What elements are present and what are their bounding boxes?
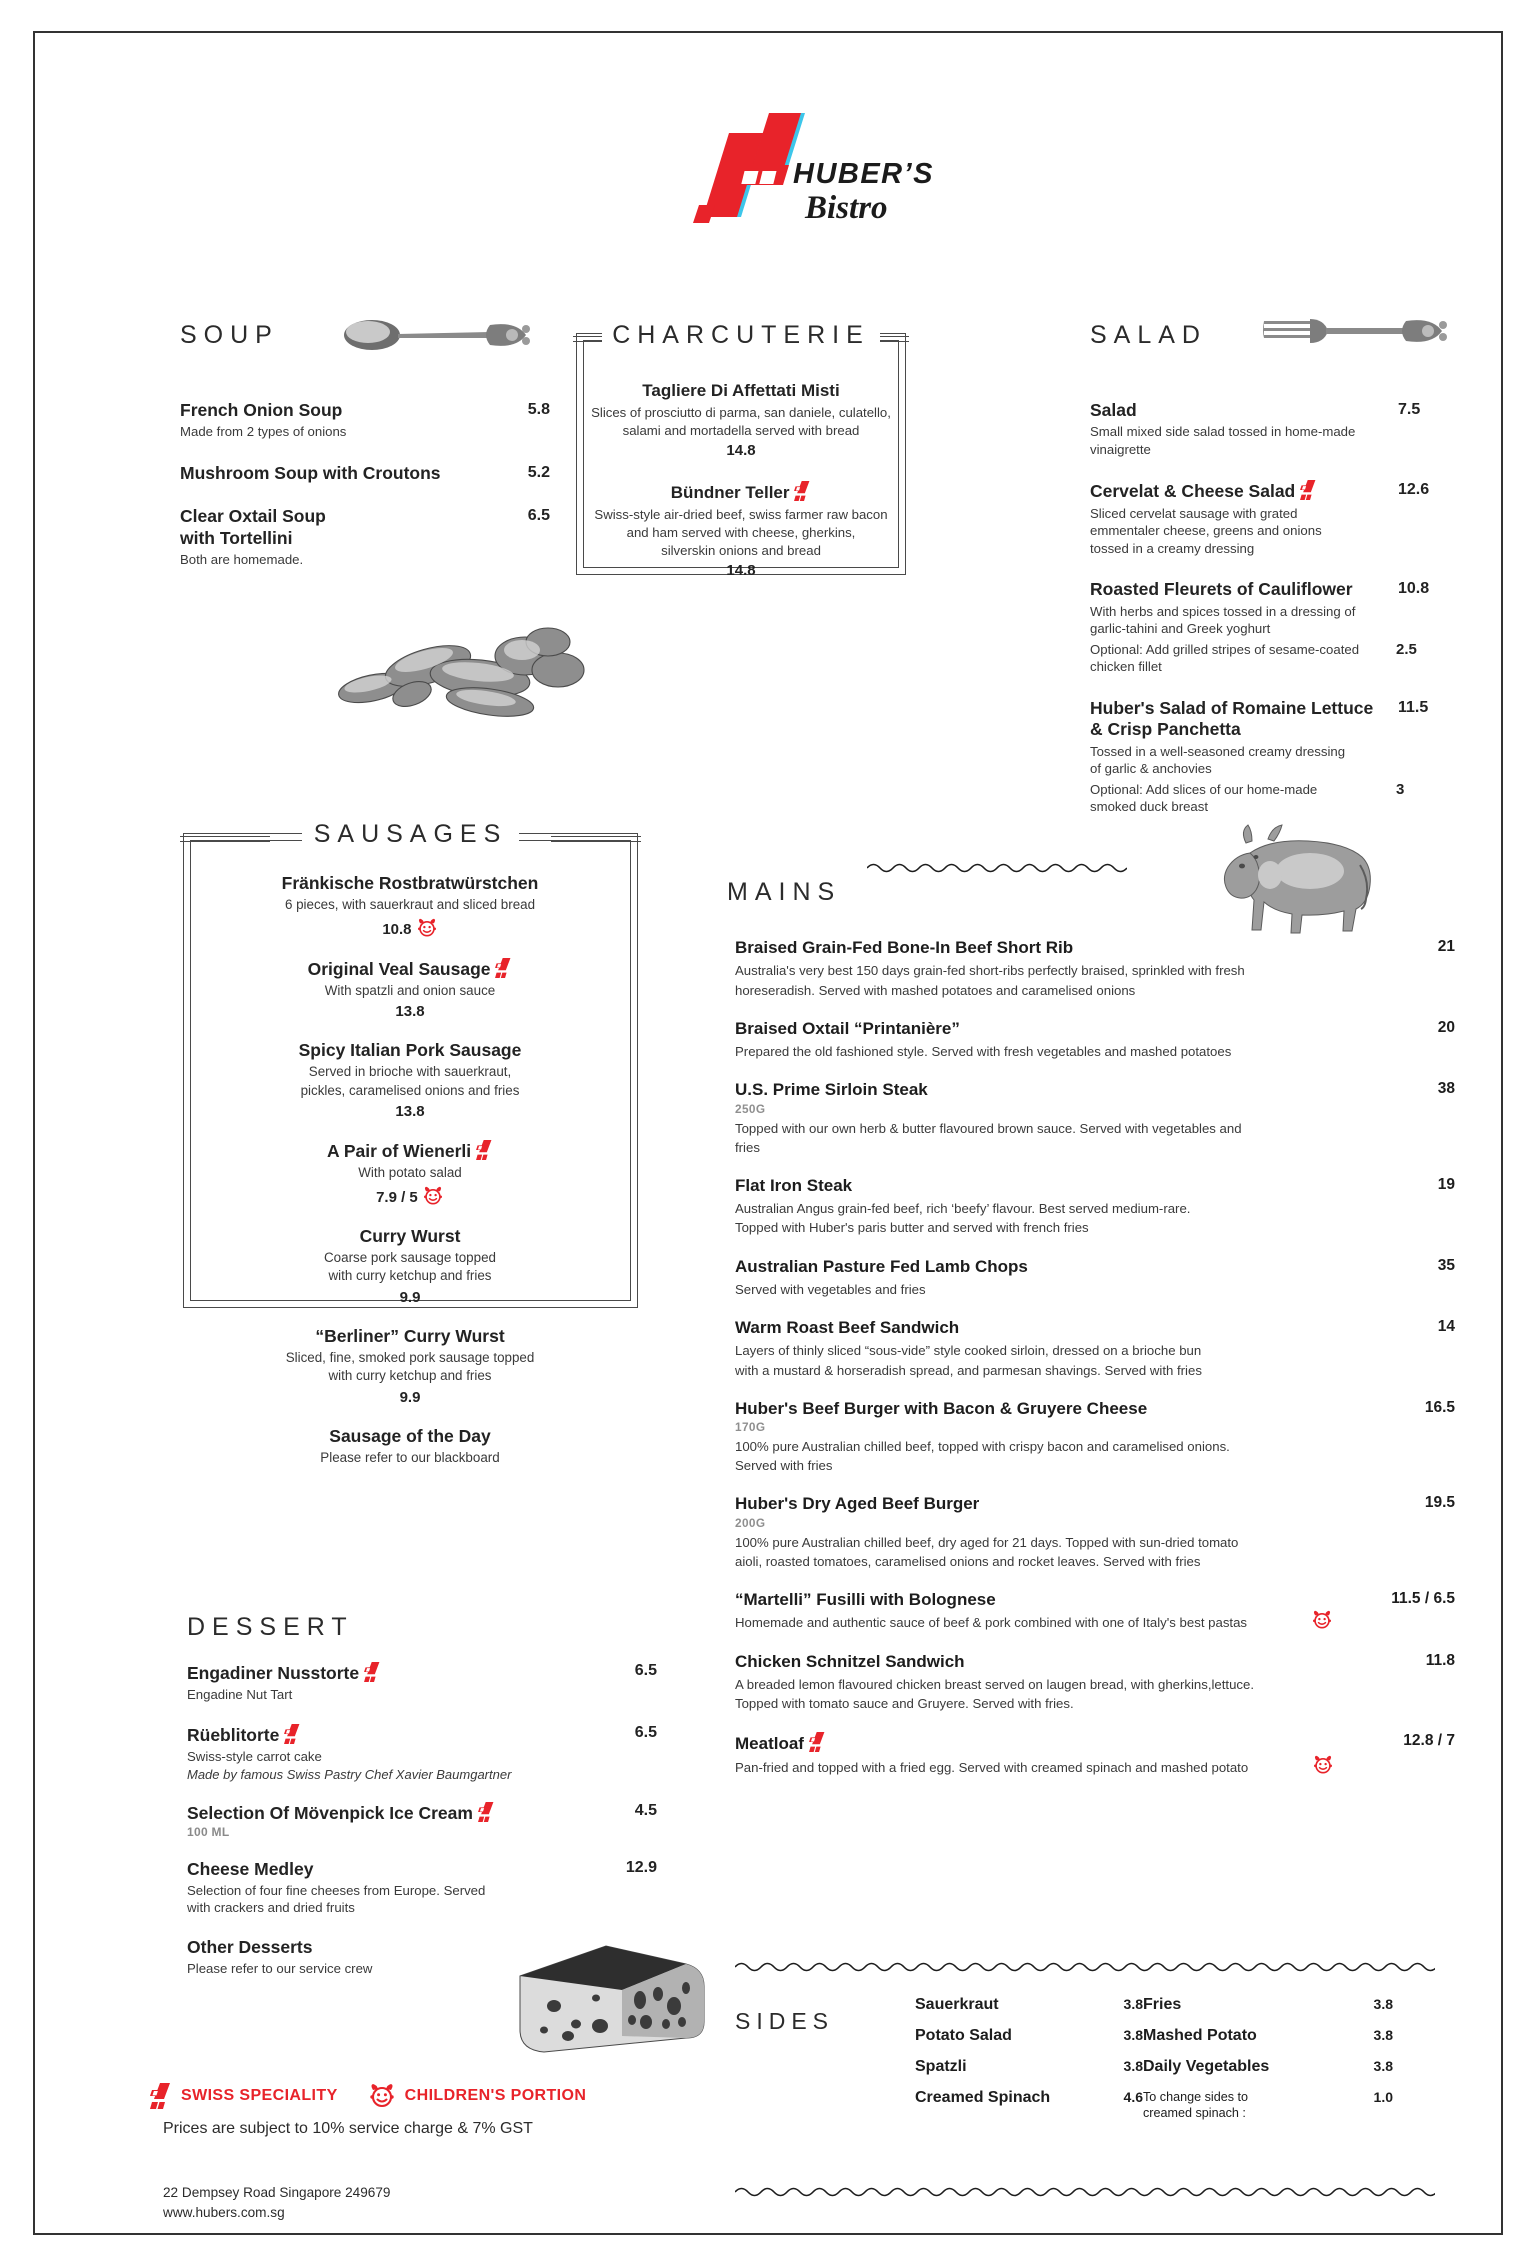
item-price: 11.8 [1425, 1651, 1455, 1669]
item-name: Spicy Italian Pork Sausage [298, 1040, 522, 1060]
item-price: 20 [1437, 1018, 1455, 1036]
side-price: 3.8 [1123, 1996, 1143, 2012]
charcuterie-item [591, 381, 891, 459]
item-name: Other Desserts [187, 1937, 313, 1958]
item-name: Braised Oxtail “Printanière” [735, 1018, 960, 1038]
swiss-speciality-icon [809, 1732, 826, 1752]
item-description: A breaded lemon flavoured chicken breast served on laugen bread, with gherkins,lettuce. Topped with tomato sauce and Gruyere. Served with fries. [735, 1677, 1255, 1712]
side-price: 1.0 [1373, 2089, 1393, 2105]
item-optional [1090, 641, 1450, 676]
swiss-speciality-icon [364, 1662, 381, 1682]
item-price: 14.8 [726, 561, 756, 579]
legend [150, 2083, 586, 2109]
item-name: Salad [1090, 400, 1137, 420]
legend-kids-label: CHILDREN'S PORTION [404, 2087, 587, 2104]
item-name: Warm Roast Beef Sandwich [735, 1318, 960, 1338]
item-price: 35 [1437, 1256, 1455, 1274]
footer-address [163, 2183, 390, 2222]
salad-section [1090, 321, 1450, 816]
item-description: Tossed in a well-seasoned creamy dressing of garlic & anchovies [1090, 743, 1346, 777]
item-name: Chicken Schnitzel Sandwich [735, 1651, 965, 1671]
item-price: 7.9 / 5 [210, 1186, 610, 1206]
dessert-item [187, 1802, 657, 1839]
item-description: Swiss-style air-dried beef, swiss farmer raw bacon and ham served with cheese, gherkins, silverskin onions and bread [594, 506, 888, 558]
childrens-portion-icon [1311, 1610, 1333, 1630]
wave-divider-mains [867, 859, 1127, 877]
item-name: Mushroom Soup with Croutons [180, 462, 441, 483]
soup-item [180, 506, 550, 568]
item-price: 7.5 [1398, 401, 1421, 418]
soup-heading: SOUP [180, 321, 279, 349]
sides-heading: SIDES [735, 2008, 835, 2034]
soup-item-list [180, 400, 550, 568]
item-price: 4.5 [634, 1801, 657, 1819]
item-price: 14.8 [726, 441, 756, 459]
side-name: Sauerkraut [915, 1996, 999, 2013]
item-name: Cheese Medley [187, 1858, 314, 1879]
item-description: Homemade and authentic sauce of beef & pork combined with one of Italy's best pastas [735, 1615, 1248, 1631]
item-name: Australian Pasture Fed Lamb Chops [735, 1256, 1028, 1276]
cow-illustration [1210, 813, 1390, 943]
item-description: Coarse pork sausage topped with curry ketchup and fries [324, 1249, 496, 1283]
item-name: Braised Grain-Fed Bone-In Beef Short Rib [735, 938, 1074, 957]
item-price: 14 [1437, 1318, 1455, 1336]
legend-childrens-portion [368, 2083, 587, 2109]
sausages-heading: SAUSAGES [302, 820, 520, 848]
item-weight: 250G [735, 1101, 766, 1116]
item-description: Slices of prosciutto di parma, san daniele, culatello, salami and mortadella served with bread [591, 405, 891, 438]
item-description: Small mixed side salad tossed in home-made vinaigrette [1090, 424, 1356, 457]
item-description: Served in brioche with sauerkraut, pickles, caramelised onions and fries [300, 1064, 520, 1098]
side-price: 3.8 [1373, 1996, 1393, 2012]
mains-item [735, 1019, 1455, 1062]
item-description: Selection of four fine cheeses from Europe. Served with crackers and dried fruits [187, 1882, 486, 1916]
mains-item [735, 1080, 1455, 1157]
childrens-portion-icon [368, 2083, 396, 2109]
optional-text: Optional: Add slices of our home-made smoked duck breast [1090, 781, 1318, 815]
dessert-item [187, 1859, 657, 1918]
mains-section [735, 938, 1455, 1796]
mains-item-list [735, 938, 1455, 1777]
item-name: Tagliere Di Affettati Misti [642, 381, 840, 400]
address-line: 22 Dempsey Road Singapore 249679 [163, 2185, 391, 2200]
website-line[interactable]: www.hubers.com.sg [163, 2204, 285, 2220]
item-name: Engadiner Nusstorte [187, 1662, 587, 1684]
side-name: Fries [1143, 1996, 1182, 2013]
side-price: 3.8 [1123, 2058, 1143, 2074]
optional-price: 2.5 [1396, 640, 1417, 658]
dessert-item [187, 1724, 657, 1782]
logo-wordmark: HUBER’S [793, 158, 935, 190]
item-price: 9.9 [399, 1388, 421, 1406]
side-name: Creamed Spinach [915, 2089, 1051, 2106]
item-description: With herbs and spices tossed in a dressing of garlic-tahini and Greek yoghurt [1090, 603, 1356, 637]
side-name: Spatzli [915, 2058, 967, 2075]
item-price: 21 [1437, 938, 1455, 955]
item-description: Topped with our own herb & butter flavoured brown sauce. Served with vegetables and fries [735, 1120, 1242, 1155]
item-name: Sausage of the Day [329, 1425, 491, 1446]
swiss-speciality-icon [150, 2083, 172, 2109]
item-description: Please refer to our blackboard [320, 1449, 500, 1465]
mains-item [735, 1590, 1455, 1633]
swiss-speciality-icon [476, 1140, 493, 1160]
item-name: A Pair of Wienerli [210, 1140, 610, 1162]
side-name: Daily Vegetables [1143, 2058, 1270, 2075]
charcuterie-item-list [591, 381, 891, 601]
mains-item [735, 1652, 1455, 1714]
item-description: Please refer to our service crew [187, 1961, 373, 1977]
item-price: 13.8 [395, 1103, 425, 1120]
salad-item [1090, 480, 1450, 557]
item-name: Roasted Fleurets of Cauliflower [1090, 579, 1353, 600]
sausage-item [210, 1226, 610, 1306]
side-name: Mashed Potato [1143, 2027, 1257, 2044]
soup-item [180, 400, 550, 441]
optional-text: Optional: Add grilled stripes of sesame-coated chicken fillet [1090, 641, 1360, 675]
item-price: 6.5 [634, 1723, 657, 1741]
swiss-speciality-icon [495, 958, 512, 978]
swiss-speciality-icon [1300, 480, 1317, 500]
item-weight: 170G [735, 1420, 766, 1435]
item-name: “Berliner” Curry Wurst [315, 1325, 505, 1346]
item-name: Huber's Dry Aged Beef Burger [735, 1494, 980, 1514]
item-description: 100% pure Australian chilled beef, dry aged for 21 days. Topped with sun-dried tomato aioli, roasted tomatoes, caramelised onions and rocket leaves. Served with fries [735, 1534, 1239, 1569]
menu-page [33, 31, 1503, 2235]
sausages-illustration [320, 598, 610, 738]
item-description: Pan-fried and topped with a fried egg. Served with creamed spinach and mashed potato [735, 1759, 1249, 1775]
item-price: 11.5 / 6.5 [1391, 1590, 1455, 1608]
salad-heading: SALAD [1090, 321, 1207, 349]
item-name: French Onion Soup [180, 400, 343, 420]
item-price: 10.8 [210, 918, 610, 938]
item-description: Australia's very best 150 days grain-fed short-ribs perfectly braised, sprinkled with fresh horeseradish. Served with mashed potatoes and caramelised onions [735, 963, 1245, 998]
dessert-heading: DESSERT [187, 1613, 354, 1641]
salad-item-list [1090, 400, 1450, 816]
charcuterie-item [591, 481, 891, 579]
item-description: Engadine Nut Tart [187, 1687, 293, 1702]
item-description: Layers of thinly sliced “sous-vide” style cooked sirloin, dressed on a brioche bun with a mustard & horseradish spread, and parmesan shavings. Served with fries [735, 1343, 1202, 1378]
item-price: 6.5 [527, 507, 550, 525]
mains-heading: MAINS [727, 878, 842, 906]
wave-divider-sides-top [735, 1958, 1435, 1976]
mains-item [735, 1732, 1455, 1777]
sausage-item [210, 1140, 610, 1206]
item-description: Prepared the old fashioned style. Served with fresh vegetables and mashed potatoes [735, 1044, 1232, 1060]
item-name: Bündner Teller [591, 481, 891, 503]
item-price: 19.5 [1424, 1494, 1455, 1512]
sausage-item [210, 1426, 610, 1468]
item-price: 12.9 [625, 1858, 657, 1876]
soup-section [180, 321, 550, 568]
side-price: 4.6 [1123, 2089, 1143, 2105]
item-description: Australian Angus grain-fed beef, rich ‘beefy’ flavour. Best served medium-rare. Topped with Huber's paris butter and served with french fries [735, 1201, 1191, 1236]
sausage-item [210, 1326, 610, 1406]
item-description: Swiss-style carrot cake [187, 1748, 322, 1764]
item-price: 12.6 [1398, 481, 1430, 499]
mains-item [735, 1318, 1455, 1380]
soup-item [180, 463, 550, 484]
item-name: Original Veal Sausage [210, 958, 610, 980]
mains-item [735, 1176, 1455, 1238]
mains-item [735, 1257, 1455, 1300]
salad-item [1090, 400, 1450, 458]
item-volume: 100 ML [187, 1824, 230, 1839]
item-weight: 200G [735, 1515, 766, 1530]
mains-item [735, 938, 1455, 1000]
item-description: With potato salad [358, 1165, 462, 1180]
item-price: 13.8 [395, 1003, 425, 1020]
item-note: Made by famous Swiss Pastry Chef Xavier Baumgartner [187, 1766, 512, 1782]
item-name: Clear Oxtail Soup with Tortellini [180, 506, 326, 548]
salad-item [1090, 698, 1450, 816]
sausages-item-list [210, 873, 610, 1487]
item-price: 10.8 [1398, 580, 1430, 598]
salad-item [1090, 579, 1450, 676]
legend-swiss-label: SWISS SPECIALITY [181, 2087, 338, 2104]
charcuterie-heading: CHARCUTERIE [602, 321, 880, 349]
side-price: 3.8 [1123, 2027, 1143, 2043]
item-name: U.S. Prime Sirloin Steak [735, 1080, 928, 1100]
side-price: 3.8 [1373, 2027, 1393, 2043]
item-description: Sliced, fine, smoked pork sausage topped with curry ketchup and fries [285, 1349, 535, 1383]
sides-table [915, 1996, 1455, 2122]
childrens-portion-icon [1312, 1755, 1334, 1775]
swiss-speciality-icon [284, 1724, 301, 1744]
item-price: 11.5 [1398, 698, 1429, 716]
item-name: Huber's Salad of Romaine Lettuce & Crisp Panchetta [1090, 697, 1374, 740]
item-optional [1090, 781, 1450, 816]
sausage-item [210, 1040, 610, 1120]
item-name: Rüeblitorte [187, 1724, 587, 1746]
item-price: 19 [1437, 1175, 1455, 1193]
item-name: Curry Wurst [359, 1225, 461, 1246]
side-name: Potato Salad [915, 2027, 1012, 2044]
item-description: Both are homemade. [180, 551, 304, 567]
childrens-portion-icon [422, 1186, 444, 1206]
price-note: Prices are subject to 10% service charge & 7% GST [163, 2120, 533, 2137]
legend-swiss-speciality [150, 2083, 338, 2109]
item-name: Cervelat & Cheese Salad [1090, 480, 1382, 502]
logo-sub-wordmark: Bistro [805, 190, 888, 226]
swiss-speciality-icon [478, 1802, 495, 1822]
swiss-speciality-icon [794, 481, 811, 501]
childrens-portion-icon [416, 918, 438, 938]
sausage-item [210, 873, 610, 938]
item-name: Selection Of Mövenpick Ice Cream [187, 1802, 587, 1824]
item-name: Huber's Beef Burger with Bacon & Gruyere Cheese [735, 1398, 1148, 1418]
item-name: “Martelli” Fusilli with Bolognese [735, 1590, 996, 1610]
item-name: Fränkische Rostbratwürstchen [281, 873, 539, 893]
item-description: Made from 2 types of onions [180, 424, 347, 440]
cheese-illustration [510, 1928, 710, 2063]
item-description: Served with vegetables and fries [735, 1281, 926, 1297]
item-price: 6.5 [634, 1662, 657, 1679]
item-kids-badge [1248, 1755, 1334, 1776]
dessert-item [187, 1662, 657, 1704]
side-note: To change sides to creamed spinach : [1143, 2090, 1249, 2121]
item-price: 5.8 [527, 401, 550, 418]
item-price: 9.9 [399, 1288, 421, 1306]
item-price: 38 [1437, 1080, 1455, 1098]
wave-divider-sides-bottom [735, 2183, 1435, 2201]
item-price: 5.2 [527, 463, 550, 481]
sausage-item [210, 958, 610, 1021]
optional-price: 3 [1396, 780, 1405, 798]
item-price: 16.5 [1424, 1398, 1455, 1416]
item-description: 100% pure Australian chilled beef, topped with crispy bacon and caramelised onions. Served with fries [735, 1439, 1230, 1474]
mains-item [735, 1494, 1455, 1571]
item-description: 6 pieces, with sauerkraut and sliced bread [284, 897, 536, 912]
side-price: 3.8 [1373, 2058, 1393, 2074]
item-name: Flat Iron Steak [735, 1175, 853, 1195]
item-price: 12.8 / 7 [1403, 1732, 1455, 1750]
item-description: Sliced cervelat sausage with grated emmentaler cheese, greens and onions tossed in a creamy dressing [1090, 505, 1322, 556]
item-name: Meatloaf [735, 1732, 1369, 1754]
hubers-bistro-logo [681, 105, 941, 230]
mains-item [735, 1399, 1455, 1476]
item-description: With spatzli and onion sauce [324, 982, 496, 998]
item-kids-badge [1247, 1610, 1333, 1631]
